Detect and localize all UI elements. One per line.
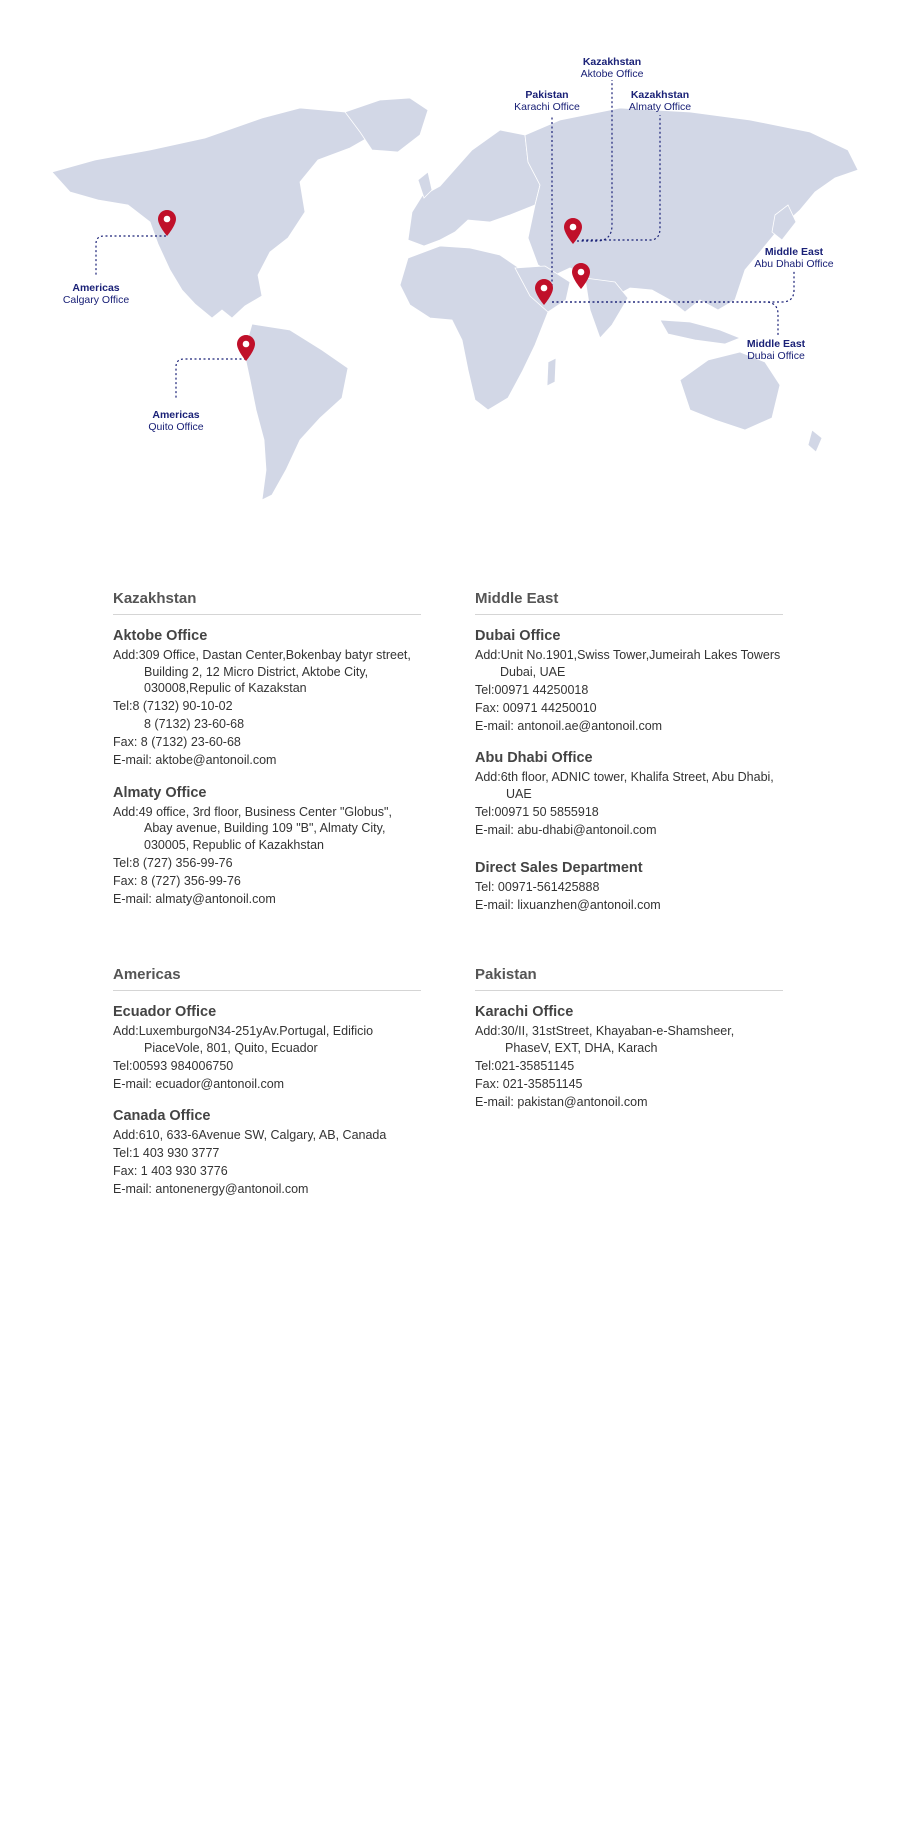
map-label-office: Calgary Office: [62, 294, 130, 306]
office-address: Add:Unit No.1901,Swiss Tower,Jumeirah Lakes Towers Dubai, UAE: [475, 648, 781, 679]
map-label-dubai: [747, 338, 805, 362]
office-dubai: [475, 628, 783, 734]
office-email[interactable]: E-mail: antonenergy@antonoil.com: [113, 1182, 309, 1196]
office-fax: Fax: 8 (7132) 23-60-68: [113, 735, 241, 749]
map-label-office: Karachi Office: [514, 101, 580, 113]
new-zealand-shape: [808, 430, 822, 452]
office-name: Ecuador Office: [113, 1004, 217, 1020]
office-tel: Tel:00971 44250018: [475, 682, 589, 697]
map-label-region: Kazakhstan: [630, 89, 690, 101]
location-pin-icon[interactable]: [535, 279, 553, 305]
office-tel-2: 8 (7132) 23-60-68: [144, 717, 245, 731]
office-email[interactable]: E-mail: pakistan@antonoil.com: [475, 1094, 648, 1109]
region-title: Kazakhstan: [113, 590, 421, 615]
office-fax: Fax: 1 403 930 3776: [113, 1164, 228, 1178]
location-pin-icon[interactable]: [572, 263, 590, 289]
office-address: Add:309 Office, Dastan Center,Bokenbay batyr street, Building 2, 12 Micro District, Aktobe City, 030008,Repulic of Kazakstan: [113, 648, 411, 695]
office-name: Karachi Office: [475, 1004, 574, 1020]
region-kazakhstan: [113, 590, 421, 923]
office-almaty: [113, 785, 421, 908]
office-email[interactable]: E-mail: lixuanzhen@antonoil.com: [475, 898, 661, 912]
office-ecuador: [113, 1004, 421, 1092]
map-label-office: Almaty Office: [628, 101, 692, 113]
office-karachi: [475, 1004, 783, 1110]
map-label-calgary: [63, 282, 129, 306]
office-tel: Tel: 00971-561425888: [475, 880, 600, 894]
office-address: Add:49 office, 3rd floor, Business Center "Globus", Abay avenue, Building 109 "B", Almaty City, 030005, Republic of Kazakhstan: [113, 804, 392, 852]
office-fax: Fax: 8 (727) 356-99-76: [113, 873, 241, 888]
office-tel: Tel:00971 50 5855918: [475, 804, 599, 819]
map-label-office: Abu Dhabi Office: [754, 258, 834, 270]
map-label-region: Pakistan: [525, 89, 569, 101]
region-title: Middle East: [475, 590, 783, 615]
leader-dubai: [552, 302, 778, 336]
region-title: Pakistan: [475, 966, 783, 991]
office-tel: Tel:8 (7132) 90-10-02: [113, 699, 233, 713]
office-name: Direct Sales Department: [475, 860, 643, 876]
office-fax: Fax: 00971 44250010: [475, 700, 597, 715]
leader-quito: [176, 359, 246, 400]
office-email[interactable]: E-mail: antonoil.ae@antonoil.com: [475, 718, 663, 733]
office-name: Abu Dhabi Office: [475, 750, 593, 766]
map-label-region: Kazakhstan: [582, 56, 642, 68]
map-label-region: Middle East: [764, 246, 824, 258]
office-aktobe: [113, 628, 421, 769]
map-label-quito: [148, 409, 203, 433]
office-email[interactable]: E-mail: almaty@antonoil.com: [113, 891, 276, 906]
office-name: Dubai Office: [475, 628, 561, 644]
office-tel: Tel:8 (727) 356-99-76: [113, 855, 233, 870]
office-address: Add:6th floor, ADNIC tower, Khalifa Street, Abu Dhabi, UAE: [475, 770, 774, 801]
map-label-office: Aktobe Office: [580, 68, 644, 80]
map-label-office: Dubai Office: [747, 350, 805, 362]
office-direct-sales: [475, 860, 783, 914]
map-label-region: Americas: [152, 409, 200, 421]
office-email[interactable]: E-mail: abu-dhabi@antonoil.com: [475, 822, 657, 837]
leader-calgary: [96, 236, 166, 276]
office-address: Add:610, 633-6Avenue SW, Calgary, AB, Canada: [113, 1128, 387, 1142]
location-pin-icon[interactable]: [158, 210, 176, 236]
office-abudhabi: [475, 750, 783, 838]
location-pin-icon[interactable]: [237, 335, 255, 361]
office-email[interactable]: E-mail: ecuador@antonoil.com: [113, 1076, 285, 1091]
region-americas: [113, 966, 421, 1214]
continents: [52, 98, 858, 500]
region-middle-east: [475, 590, 783, 930]
location-pin-icon[interactable]: [564, 218, 582, 244]
office-name: Canada Office: [113, 1108, 211, 1124]
office-fax: Fax: 021-35851145: [475, 1076, 583, 1091]
office-email[interactable]: E-mail: aktobe@antonoil.com: [113, 753, 277, 767]
map-label-aktobe: [581, 56, 644, 80]
map-label-region: Americas: [72, 282, 120, 294]
world-map: [0, 0, 900, 520]
office-address: Add:LuxemburgoN34-251yAv.Portugal, Edificio PiaceVole, 801, Quito, Ecuador: [113, 1024, 374, 1055]
indonesia-shape: [660, 320, 740, 344]
region-title: Americas: [113, 966, 421, 991]
map-label-almaty: [629, 89, 691, 113]
region-pakistan: [475, 966, 783, 1126]
map-label-office: Quito Office: [148, 421, 204, 433]
office-tel: Tel:021-35851145: [475, 1058, 575, 1073]
map-label-abudhabi: [754, 246, 833, 270]
map-label-karachi: [514, 89, 580, 113]
office-tel: Tel:00593 984006750: [113, 1058, 234, 1073]
office-name: Aktobe Office: [113, 628, 208, 644]
office-name: Almaty Office: [113, 784, 207, 801]
office-address: Add:30/II, 31stStreet, Khayaban-e-Shamsheer, PhaseV, EXT, DHA, Karach: [475, 1024, 735, 1055]
madagascar-shape: [547, 358, 556, 386]
south-america-shape: [244, 324, 348, 500]
map-label-region: Middle East: [746, 338, 806, 350]
office-canada: [113, 1108, 421, 1198]
office-tel: Tel:1 403 930 3777: [113, 1146, 220, 1160]
australia-shape: [680, 352, 780, 430]
